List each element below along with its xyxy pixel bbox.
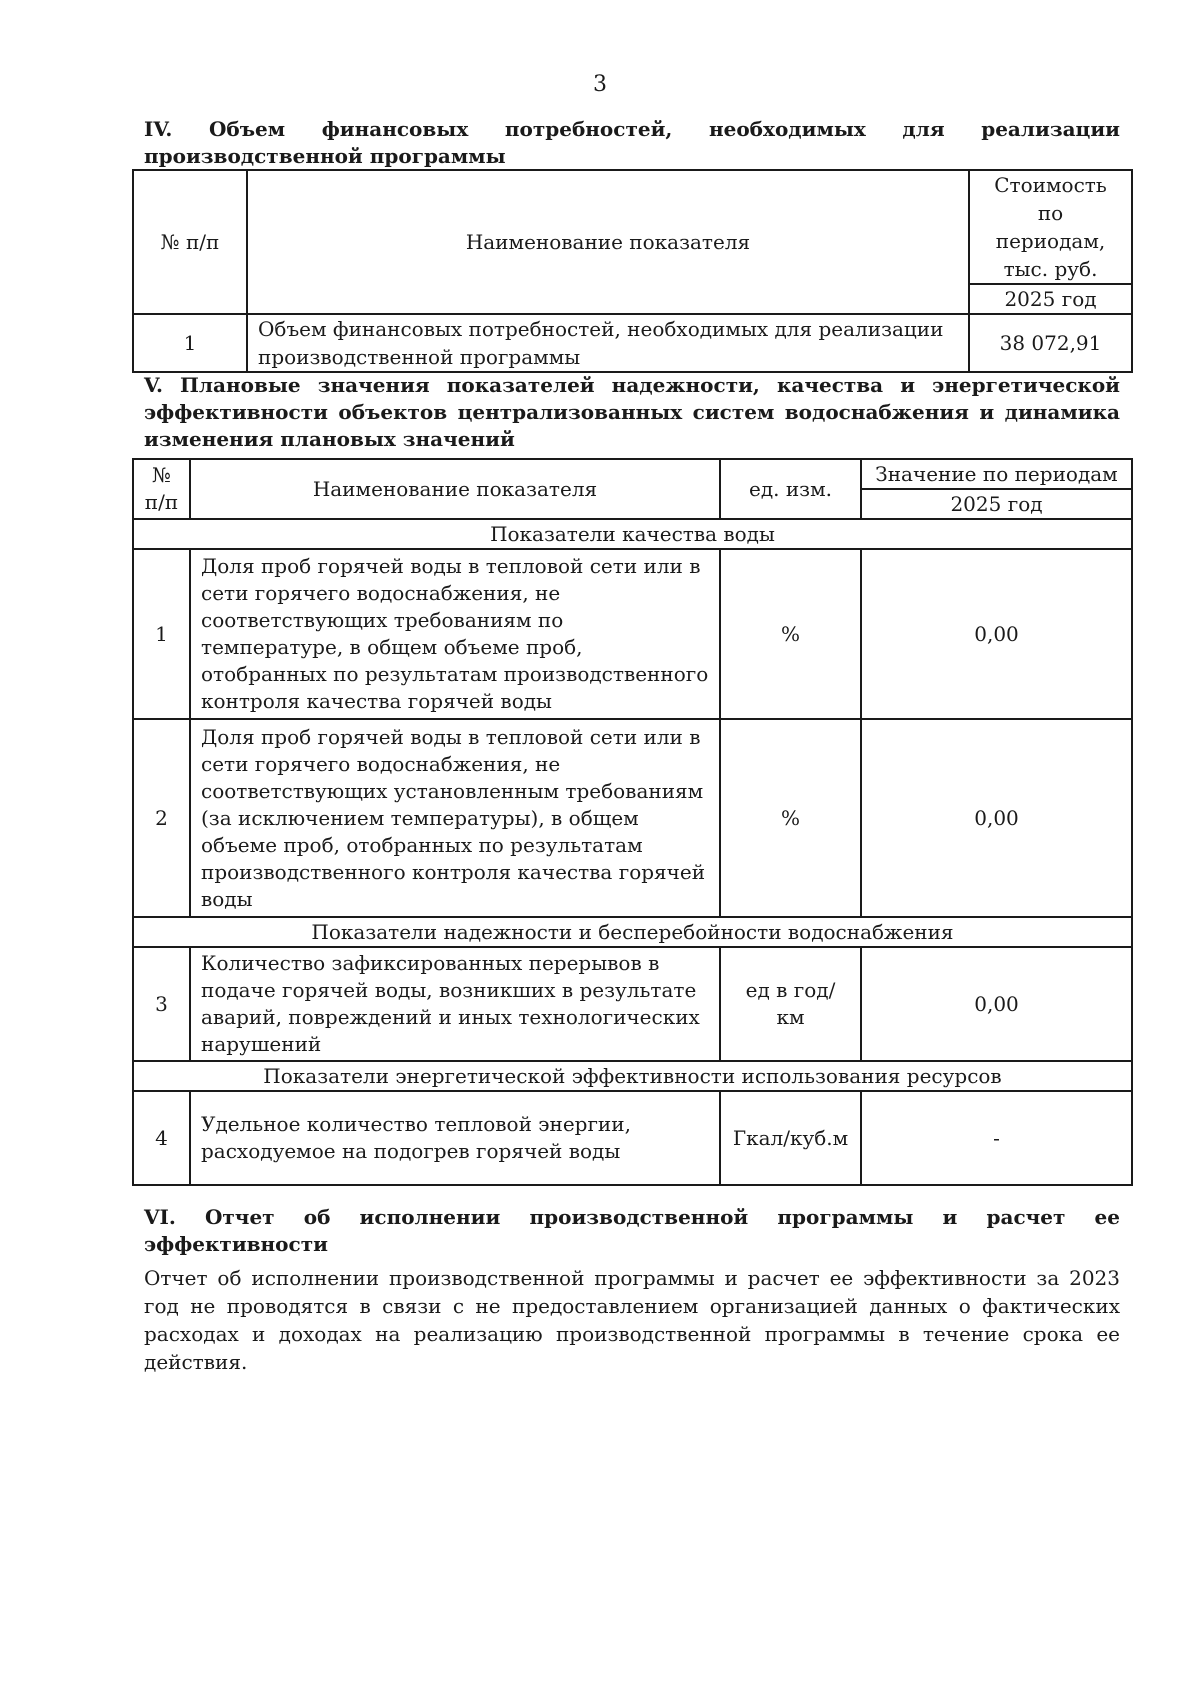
- row-name: Удельное количество тепловой энергии, расходуемое на подогрев горячей воды: [190, 1091, 720, 1185]
- table-header-row: [133, 459, 1132, 489]
- row-num: 1: [133, 314, 247, 372]
- group-row: [133, 1061, 1132, 1091]
- header-name: Наименование показателя: [247, 170, 969, 314]
- table-row: [133, 719, 1132, 917]
- row-name: Доля проб горячей воды в тепловой сети или в сети горячего водоснабжения, не соответствующих требованиям по температуре, в общем объеме проб, отобранных по результатам производственного контроля качества горячей воды: [190, 549, 720, 719]
- header-name: Наименование показателя: [190, 459, 720, 519]
- row-unit: Гкал/куб.м: [720, 1091, 861, 1185]
- table-row: [133, 314, 1132, 372]
- table-row: [133, 1091, 1132, 1185]
- table-header-row: [133, 170, 1132, 284]
- row-unit: %: [720, 719, 861, 917]
- header-year: 2025 год: [861, 489, 1132, 519]
- header-num: № п/п: [133, 170, 247, 314]
- row-num: 1: [133, 549, 190, 719]
- group-row: [133, 917, 1132, 947]
- header-year: 2025 год: [969, 284, 1132, 314]
- row-name: Объем финансовых потребностей, необходимых для реализации производственной программы: [247, 314, 969, 372]
- group-title: Показатели качества воды: [133, 519, 1132, 549]
- row-name: Доля проб горячей воды в тепловой сети или в сети горячего водоснабжения, не соответствующих установленным требованиям (за исключением температуры), в общем объеме проб, отобранных по результатам производственного контроля качества горячей воды: [190, 719, 720, 917]
- row-value: 38 072,91: [969, 314, 1132, 372]
- financial-needs-table: [132, 169, 1133, 373]
- header-cost: Стоимость по периодам, тыс. руб.: [969, 170, 1132, 284]
- section-iv-title: IV. Объем финансовых потребностей, необходимых для реализации производственной программы: [144, 117, 1120, 168]
- section-vi-title: VI. Отчет об исполнении производственной программы и расчет ее эффективности: [144, 1205, 1120, 1256]
- group-title: Показатели энергетической эффективности использования ресурсов: [133, 1061, 1132, 1091]
- row-num: 3: [133, 947, 190, 1061]
- page-number: 3: [593, 72, 607, 97]
- row-num: 2: [133, 719, 190, 917]
- header-value: Значение по периодам: [861, 459, 1132, 489]
- row-unit: ед в год/ км: [720, 947, 861, 1061]
- group-row: [133, 519, 1132, 549]
- row-name: Количество зафиксированных перерывов в подаче горячей воды, возникших в результате аварий, повреждений и иных технологических нарушений: [190, 947, 720, 1061]
- group-title: Показатели надежности и бесперебойности водоснабжения: [133, 917, 1132, 947]
- row-value: 0,00: [861, 947, 1132, 1061]
- section-vi-text: Отчет об исполнении производственной программы и расчет ее эффективности за 2023 год не проводятся в связи с не предоставлением организацией данных о фактических расходах и доходах на реализацию производственной программы в течение срока ее действия.: [144, 1266, 1120, 1374]
- row-value: 0,00: [861, 719, 1132, 917]
- row-unit: %: [720, 549, 861, 719]
- header-num: № п/п: [133, 459, 190, 519]
- row-num: 4: [133, 1091, 190, 1185]
- section-v-title: V. Плановые значения показателей надежности, качества и энергетической эффективности объектов централизованных систем водоснабжения и динамика изменения плановых значений: [144, 373, 1120, 451]
- table-row: [133, 947, 1132, 1061]
- row-value: 0,00: [861, 549, 1132, 719]
- row-value: -: [861, 1091, 1132, 1185]
- header-unit: ед. изм.: [720, 459, 861, 519]
- indicators-table: [132, 458, 1133, 1186]
- table-row: [133, 549, 1132, 719]
